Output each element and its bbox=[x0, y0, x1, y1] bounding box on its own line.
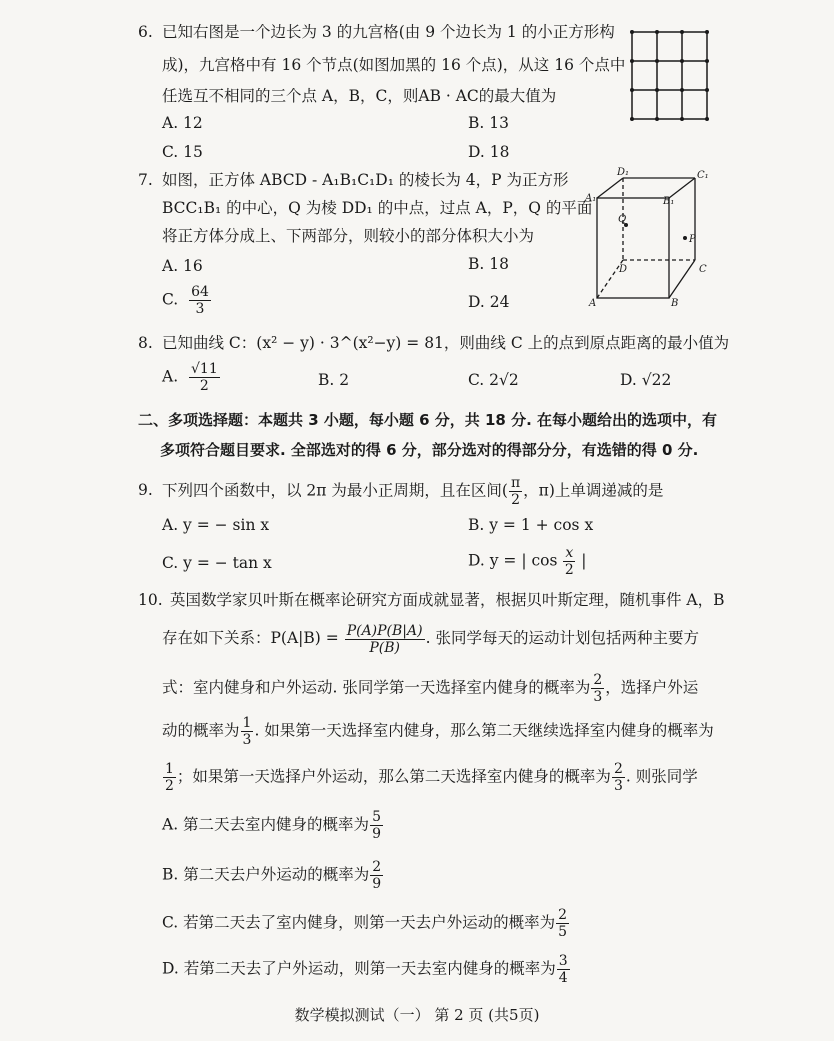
q8-number: 8. bbox=[138, 334, 153, 352]
q7-option-c-fraction bbox=[189, 285, 211, 316]
bayes-fraction bbox=[345, 624, 425, 655]
fraction-numerator: x bbox=[565, 545, 574, 561]
fraction-denominator: 2 bbox=[564, 562, 574, 578]
page-footer: 数学模拟测试（一） 第 2 页 (共5页) bbox=[294, 1006, 540, 1024]
label-a1: A₁ bbox=[585, 193, 597, 204]
q10-text-5b: . 则张同学 bbox=[625, 767, 698, 786]
q10-option-b-text: B. 第二天去户外运动的概率为 bbox=[162, 865, 370, 884]
fraction-numerator: 64 bbox=[191, 284, 209, 300]
q9-option-d bbox=[468, 546, 586, 577]
q10-option-d-text: D. 若第二天去了户外运动，则第一天去室内健身的概率为 bbox=[162, 959, 556, 978]
label-d1: D₁ bbox=[617, 167, 630, 178]
label-d: D bbox=[619, 264, 628, 275]
fraction-numerator: 5 bbox=[372, 809, 381, 825]
q10-fraction-1-3 bbox=[241, 716, 254, 747]
fraction-numerator: P(A)P(B|A) bbox=[346, 622, 423, 639]
q7-option-c-label: C. bbox=[162, 290, 179, 309]
fraction-denominator: 3 bbox=[593, 689, 603, 705]
q6-number: 6. bbox=[138, 23, 153, 41]
fraction-denominator: 2 bbox=[199, 378, 209, 394]
q8-option-b: B. 2 bbox=[318, 371, 350, 389]
q6-option-d: D. 18 bbox=[468, 143, 510, 161]
q10-text-2a: 存在如下关系：P(A|B) = bbox=[162, 629, 339, 647]
q7-line-3: 将正方体分成上、下两部分，则较小的部分体积大小为 bbox=[162, 227, 535, 245]
cube-figure bbox=[585, 168, 720, 308]
q8-option-d: D. √22 bbox=[620, 371, 672, 389]
q6-option-a: A. 12 bbox=[162, 114, 203, 132]
q10-option-d bbox=[162, 954, 571, 985]
label-q: Q bbox=[618, 214, 627, 225]
q8-option-a-fraction bbox=[189, 362, 220, 393]
q8-option-c: C. 2√2 bbox=[468, 371, 519, 389]
q10-text-4b: . 如果第一天选择室内健身，那么第二天继续选择室内健身的概率为 bbox=[254, 721, 714, 740]
fraction-numerator: 2 bbox=[593, 672, 603, 688]
q7-option-a: A. 16 bbox=[162, 257, 203, 275]
fraction-numerator: √11 bbox=[190, 361, 218, 377]
q7-option-b: B. 18 bbox=[468, 255, 509, 273]
fraction-denominator: 4 bbox=[558, 970, 568, 986]
q10-option-c bbox=[162, 908, 570, 939]
q10-text-3a: 式：室内健身和户外运动. 张同学第一天选择室内健身的概率为 bbox=[162, 678, 591, 697]
fraction-numerator: π bbox=[510, 475, 521, 491]
q7-option-d: D. 24 bbox=[468, 293, 510, 311]
q9-option-d-label: D. y = | cos bbox=[468, 551, 558, 570]
fraction-denominator: 5 bbox=[558, 924, 568, 940]
q7-line-2: BCC₁B₁ 的中心，Q 为棱 DD₁ 的中点，过点 A，P，Q 的平面 bbox=[162, 199, 593, 217]
q10-number: 10. bbox=[138, 591, 163, 609]
fraction-denominator: 2 bbox=[511, 492, 521, 508]
q9-option-b: B. y = 1 + cos x bbox=[468, 516, 594, 534]
q6-line-1: 已知右图是一个边长为 3 的九宫格(由 9 个边长为 1 的小正方形构 bbox=[162, 23, 615, 41]
fraction-numerator: 1 bbox=[165, 761, 174, 777]
q9-option-a: A. y = − sin x bbox=[162, 516, 270, 534]
q10-line-3 bbox=[162, 673, 698, 704]
fraction-denominator: 3 bbox=[242, 732, 252, 748]
q10-line-4 bbox=[162, 716, 714, 747]
fraction-numerator: 3 bbox=[558, 953, 568, 969]
q10-line-2 bbox=[162, 622, 699, 655]
fraction-denominator: 3 bbox=[195, 301, 205, 317]
q9-interval-fraction bbox=[509, 476, 522, 507]
label-a: A bbox=[589, 298, 597, 309]
nine-grid-figure bbox=[630, 30, 710, 122]
q9-option-c: C. y = − tan x bbox=[162, 554, 272, 572]
label-c1: C₁ bbox=[697, 170, 709, 181]
q10-fraction-1-2 bbox=[163, 762, 176, 793]
q7-line-1: 如图，正方体 ABCD - A₁B₁C₁D₁ 的棱长为 4，P 为正方形 bbox=[162, 171, 569, 189]
q6-line-3: 任选互不相同的三个点 A，B，C，则AB · AC的最大值为 bbox=[162, 87, 557, 105]
fraction-denominator: 3 bbox=[613, 778, 623, 794]
fraction-numerator: 1 bbox=[242, 715, 252, 731]
q8-line-1: 已知曲线 C：(x² − y) · 3^(x²−y) = 81，则曲线 C 上的点到原点距离的最小值为 bbox=[162, 334, 730, 352]
q7-number: 7. bbox=[138, 171, 153, 189]
abs-bar: | bbox=[581, 551, 587, 570]
fraction-denominator: 9 bbox=[372, 876, 382, 892]
q9-text-b: ，π)上单调递减的是 bbox=[523, 481, 664, 500]
label-c: C bbox=[699, 264, 707, 275]
q9-option-d-fraction bbox=[563, 546, 575, 577]
q7-option-c bbox=[162, 285, 212, 316]
q10-line-1: 英国数学家贝叶斯在概率论研究方面成就显著，根据贝叶斯定理，随机事件 A，B bbox=[170, 591, 725, 609]
q10-fraction-2-3b bbox=[612, 762, 625, 793]
section-2-line-2: 多项符合题目要求. 全部选对的得 6 分，部分选对的得部分分，有选错的得 0 分. bbox=[160, 441, 699, 459]
q6-option-c: C. 15 bbox=[162, 143, 203, 161]
q10-text-2b: . 张同学每天的运动计划包括两种主要方 bbox=[425, 629, 699, 647]
q10-fraction-2-3 bbox=[591, 673, 604, 704]
label-b: B bbox=[671, 298, 679, 309]
q8-option-a bbox=[162, 362, 221, 393]
q10-option-b-fraction bbox=[370, 860, 383, 891]
section-2-line-1: 二、多项选择题：本题共 3 小题，每小题 6 分，共 18 分. 在每小题给出的选项中，有 bbox=[138, 411, 718, 429]
q10-option-a bbox=[162, 810, 384, 841]
q10-option-a-fraction bbox=[370, 810, 383, 841]
label-b1: B₁ bbox=[663, 196, 675, 207]
q10-line-5 bbox=[162, 762, 698, 793]
fraction-numerator: 2 bbox=[558, 907, 568, 923]
q8-option-a-label: A. bbox=[162, 367, 179, 386]
q10-option-c-text: C. 若第二天去了室内健身，则第一天去户外运动的概率为 bbox=[162, 913, 556, 932]
q9-text-a: 下列四个函数中，以 2π 为最小正周期，且在区间( bbox=[162, 481, 508, 500]
q9-number: 9. bbox=[138, 481, 153, 499]
fraction-numerator: 2 bbox=[372, 859, 382, 875]
fraction-denominator: 9 bbox=[372, 826, 381, 842]
q6-option-b: B. 13 bbox=[468, 114, 509, 132]
q10-option-d-fraction bbox=[557, 954, 570, 985]
q9-line-1 bbox=[162, 476, 663, 507]
q10-text-5a: ；如果第一天选择户外运动，那么第二天选择室内健身的概率为 bbox=[176, 767, 611, 786]
fraction-denominator: 2 bbox=[165, 778, 174, 794]
fraction-numerator: 2 bbox=[613, 761, 623, 777]
fraction-denominator: P(B) bbox=[369, 639, 400, 656]
q10-option-c-fraction bbox=[556, 908, 569, 939]
q6-line-2: 成)，九宫格中有 16 个节点(如图加黑的 16 个点)，从这 16 个点中 bbox=[162, 56, 626, 74]
point-p bbox=[683, 236, 687, 240]
q10-option-b bbox=[162, 860, 384, 891]
q10-option-a-text: A. 第二天去室内健身的概率为 bbox=[162, 815, 370, 834]
label-p: P bbox=[689, 234, 696, 245]
q10-text-4a: 动的概率为 bbox=[162, 721, 240, 740]
q10-text-3b: ，选择户外运 bbox=[605, 678, 699, 697]
